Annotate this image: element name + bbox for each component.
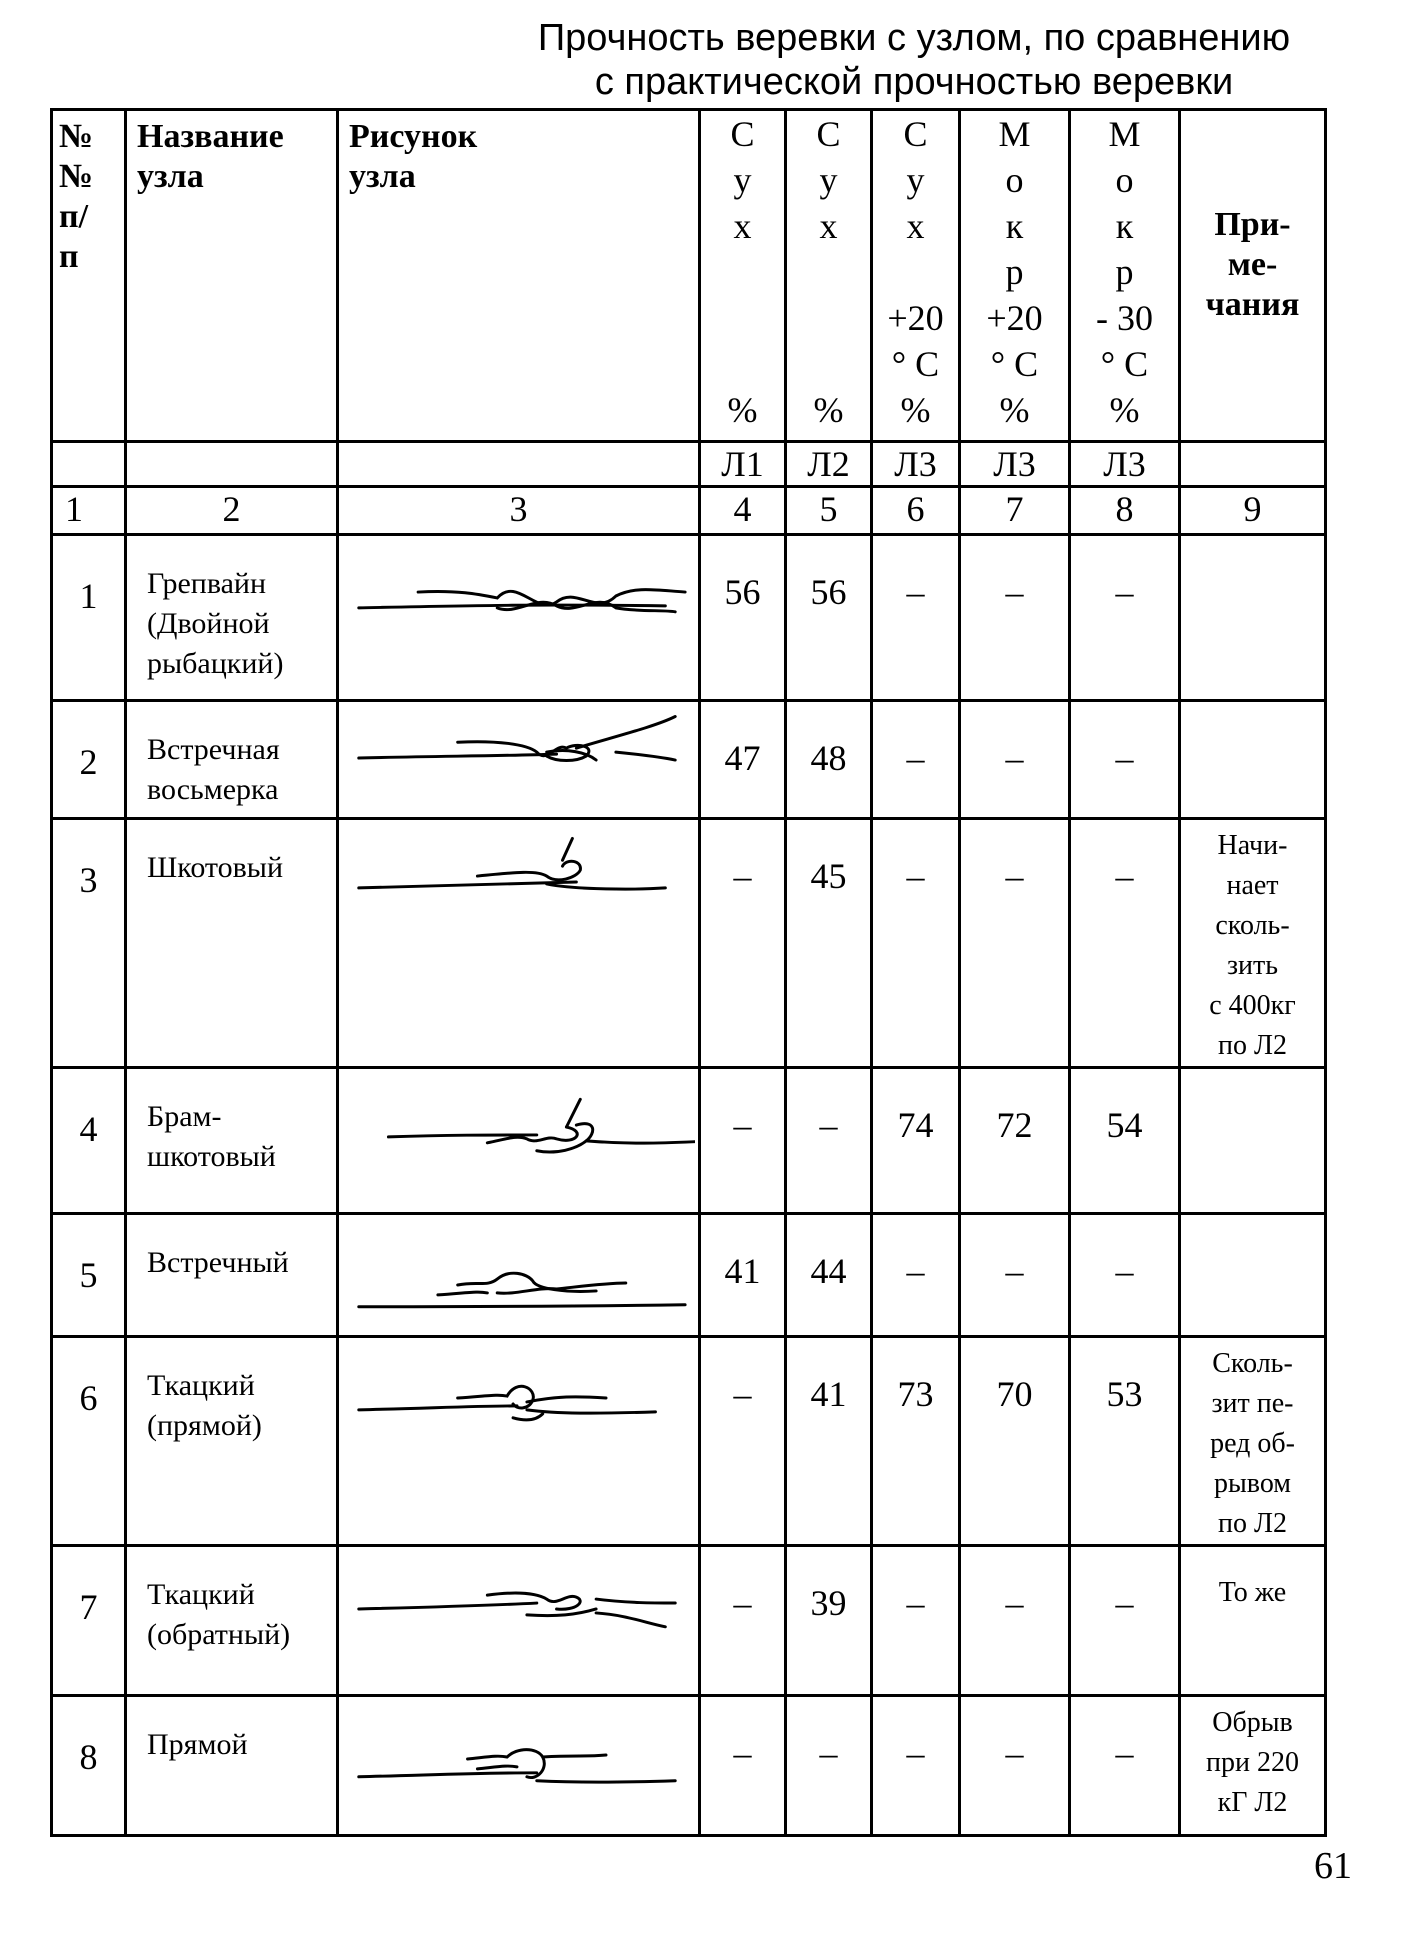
colnum-2: 2 xyxy=(126,487,338,535)
figure-eight-bend-icon xyxy=(339,712,695,812)
value-col-6: – xyxy=(872,1546,960,1696)
colnum-5: 5 xyxy=(786,487,872,535)
colnum-9: 9 xyxy=(1180,487,1326,535)
colnum-7: 7 xyxy=(960,487,1070,535)
knot-name-line: Встречный xyxy=(147,1246,289,1279)
row-number: 2 xyxy=(52,701,126,819)
note-line: зить xyxy=(1226,950,1279,981)
value-col-8: – xyxy=(1070,701,1180,819)
water-knot-icon xyxy=(339,1235,695,1335)
note xyxy=(1180,819,1326,1068)
note-line: по Л2 xyxy=(1218,1030,1287,1061)
knot-name-line: (прямой) xyxy=(147,1409,262,1442)
note-line: с 400кг xyxy=(1209,990,1296,1021)
header-notes: При- ме- чания xyxy=(1180,110,1326,442)
table-title xyxy=(484,16,1344,104)
header-name: Название узла xyxy=(126,110,338,442)
knot-drawing-cell xyxy=(338,1337,700,1546)
knot-name xyxy=(126,819,338,1068)
note xyxy=(1180,1214,1326,1337)
knot-name-line: Ткацкий xyxy=(147,1369,255,1402)
knot-name-line: Прямой xyxy=(147,1728,248,1761)
value-col-7: 72 xyxy=(960,1068,1070,1214)
value-col-7: – xyxy=(960,535,1070,701)
knot-name-line: (обратный) xyxy=(147,1618,291,1651)
knot-name-line: Встречная xyxy=(147,733,280,766)
table-row xyxy=(52,1546,1326,1696)
table-row xyxy=(52,1337,1326,1546)
value-col-4: – xyxy=(700,819,786,1068)
note-line: сколь- xyxy=(1215,910,1290,941)
value-col-8: – xyxy=(1070,1214,1180,1337)
column-number-row xyxy=(52,487,1326,535)
value-col-7: – xyxy=(960,1696,1070,1836)
table-row xyxy=(52,1696,1326,1836)
knot-name xyxy=(126,1546,338,1696)
knot-drawing-cell xyxy=(338,701,700,819)
header-num: № № п/ п xyxy=(52,110,126,442)
value-col-7: – xyxy=(960,1214,1070,1337)
colnum-6: 6 xyxy=(872,487,960,535)
knot-name-line: Грепвайн xyxy=(147,567,267,600)
knot-name-line: шкотовый xyxy=(147,1140,276,1173)
knot-name-line: Шкотовый xyxy=(147,851,284,884)
knot-name-line: восьмерка xyxy=(147,773,279,806)
note-line: Сколь- xyxy=(1212,1348,1293,1379)
value-col-8: – xyxy=(1070,819,1180,1068)
value-col-7: – xyxy=(960,819,1070,1068)
value-col-8: – xyxy=(1070,535,1180,701)
knot-name-line: Ткацкий xyxy=(147,1578,255,1611)
knot-name xyxy=(126,535,338,701)
value-col-7: – xyxy=(960,701,1070,819)
knot-drawing-cell xyxy=(338,535,700,701)
value-col-7: 70 xyxy=(960,1337,1070,1546)
knot-name xyxy=(126,1337,338,1546)
note-line: по Л2 xyxy=(1218,1508,1287,1539)
colnum-3: 3 xyxy=(338,487,700,535)
note-line: Обрыв xyxy=(1212,1707,1293,1738)
table-row xyxy=(52,1068,1326,1214)
title-line-2: с практической прочностью веревки xyxy=(594,61,1234,103)
value-col-5: 41 xyxy=(786,1337,872,1546)
value-col-4: 47 xyxy=(700,701,786,819)
header-dry-2: С у х % xyxy=(786,110,872,442)
reef-knot-icon xyxy=(339,1707,695,1807)
note xyxy=(1180,1337,1326,1546)
rope-l3-b: Л3 xyxy=(960,442,1070,487)
table-row xyxy=(52,819,1326,1068)
note xyxy=(1180,701,1326,819)
knot-drawing-cell xyxy=(338,1546,700,1696)
value-col-8: 53 xyxy=(1070,1337,1180,1546)
header-dry-1: С у х % xyxy=(700,110,786,442)
value-col-4: – xyxy=(700,1696,786,1836)
header-wet-plus20: М о к р +20 ° С % xyxy=(960,110,1070,442)
knot-name-line: (Двойной xyxy=(147,607,270,640)
value-col-7: – xyxy=(960,1546,1070,1696)
note-line: кГ Л2 xyxy=(1217,1787,1288,1818)
note-line: Начи- xyxy=(1217,830,1288,861)
table-row xyxy=(52,701,1326,819)
note-line: рывом xyxy=(1213,1468,1292,1499)
value-col-5: 56 xyxy=(786,535,872,701)
value-col-4: – xyxy=(700,1337,786,1546)
row-number: 7 xyxy=(52,1546,126,1696)
rope-l2: Л2 xyxy=(786,442,872,487)
value-col-6: – xyxy=(872,1214,960,1337)
page-number: 61 xyxy=(1314,1845,1352,1887)
value-col-6: – xyxy=(872,701,960,819)
value-col-4: 41 xyxy=(700,1214,786,1337)
rope-l1: Л1 xyxy=(700,442,786,487)
value-col-6: – xyxy=(872,535,960,701)
row-number: 4 xyxy=(52,1068,126,1214)
note xyxy=(1180,1696,1326,1836)
value-col-6: 74 xyxy=(872,1068,960,1214)
header-drawing: Рисунок узла xyxy=(338,110,700,442)
row-number: 6 xyxy=(52,1337,126,1546)
note xyxy=(1180,1068,1326,1214)
header-wet-minus30: М о к р - 30 ° С % xyxy=(1070,110,1180,442)
table-row xyxy=(52,535,1326,701)
note-line: То же xyxy=(1218,1577,1287,1608)
value-col-5: – xyxy=(786,1696,872,1836)
knot-drawing-cell xyxy=(338,1696,700,1836)
colnum-4: 4 xyxy=(700,487,786,535)
knot-name xyxy=(126,1214,338,1337)
rope-l3-c: Л3 xyxy=(1070,442,1180,487)
knot-drawing-cell xyxy=(338,819,700,1068)
value-col-5: – xyxy=(786,1068,872,1214)
row-number: 3 xyxy=(52,819,126,1068)
note-line: нает xyxy=(1226,870,1279,901)
knot-name xyxy=(126,1696,338,1836)
colnum-1: 1 xyxy=(52,487,126,535)
value-col-5: 48 xyxy=(786,701,872,819)
value-col-6: – xyxy=(872,1696,960,1836)
note xyxy=(1180,535,1326,701)
knot-strength-table xyxy=(50,108,1327,1837)
sheet-bend-icon xyxy=(339,830,695,930)
rope-l3-a: Л3 xyxy=(872,442,960,487)
value-col-6: – xyxy=(872,819,960,1068)
double-sheet-bend-icon xyxy=(339,1079,695,1179)
knot-name xyxy=(126,1068,338,1214)
weavers-knot-icon xyxy=(339,1348,695,1448)
grapevine-knot-icon xyxy=(339,546,695,646)
knot-name-line: Брам- xyxy=(147,1100,222,1133)
note-line: ред об- xyxy=(1210,1428,1295,1459)
value-col-8: – xyxy=(1070,1696,1180,1836)
row-number: 1 xyxy=(52,535,126,701)
value-col-6: 73 xyxy=(872,1337,960,1546)
value-col-4: – xyxy=(700,1068,786,1214)
table-row xyxy=(52,1214,1326,1337)
value-col-5: 44 xyxy=(786,1214,872,1337)
reverse-weavers-knot-icon xyxy=(339,1557,695,1657)
value-col-4: – xyxy=(700,1546,786,1696)
header-dry-plus20: С у х +20 ° С % xyxy=(872,110,960,442)
row-number: 8 xyxy=(52,1696,126,1836)
header-row xyxy=(52,110,1326,442)
note-line: зит пе- xyxy=(1211,1388,1294,1419)
value-col-5: 45 xyxy=(786,819,872,1068)
colnum-8: 8 xyxy=(1070,487,1180,535)
knot-name-line: рыбацкий) xyxy=(147,647,284,680)
knot-name xyxy=(126,701,338,819)
note xyxy=(1180,1546,1326,1696)
rope-row xyxy=(52,442,1326,487)
value-col-8: 54 xyxy=(1070,1068,1180,1214)
title-line-1: Прочность веревки с узлом, по сравнению xyxy=(537,17,1291,59)
value-col-5: 39 xyxy=(786,1546,872,1696)
value-col-8: – xyxy=(1070,1546,1180,1696)
knot-drawing-cell xyxy=(338,1068,700,1214)
row-number: 5 xyxy=(52,1214,126,1337)
knot-drawing-cell xyxy=(338,1214,700,1337)
note-line: при 220 xyxy=(1206,1747,1299,1778)
value-col-4: 56 xyxy=(700,535,786,701)
